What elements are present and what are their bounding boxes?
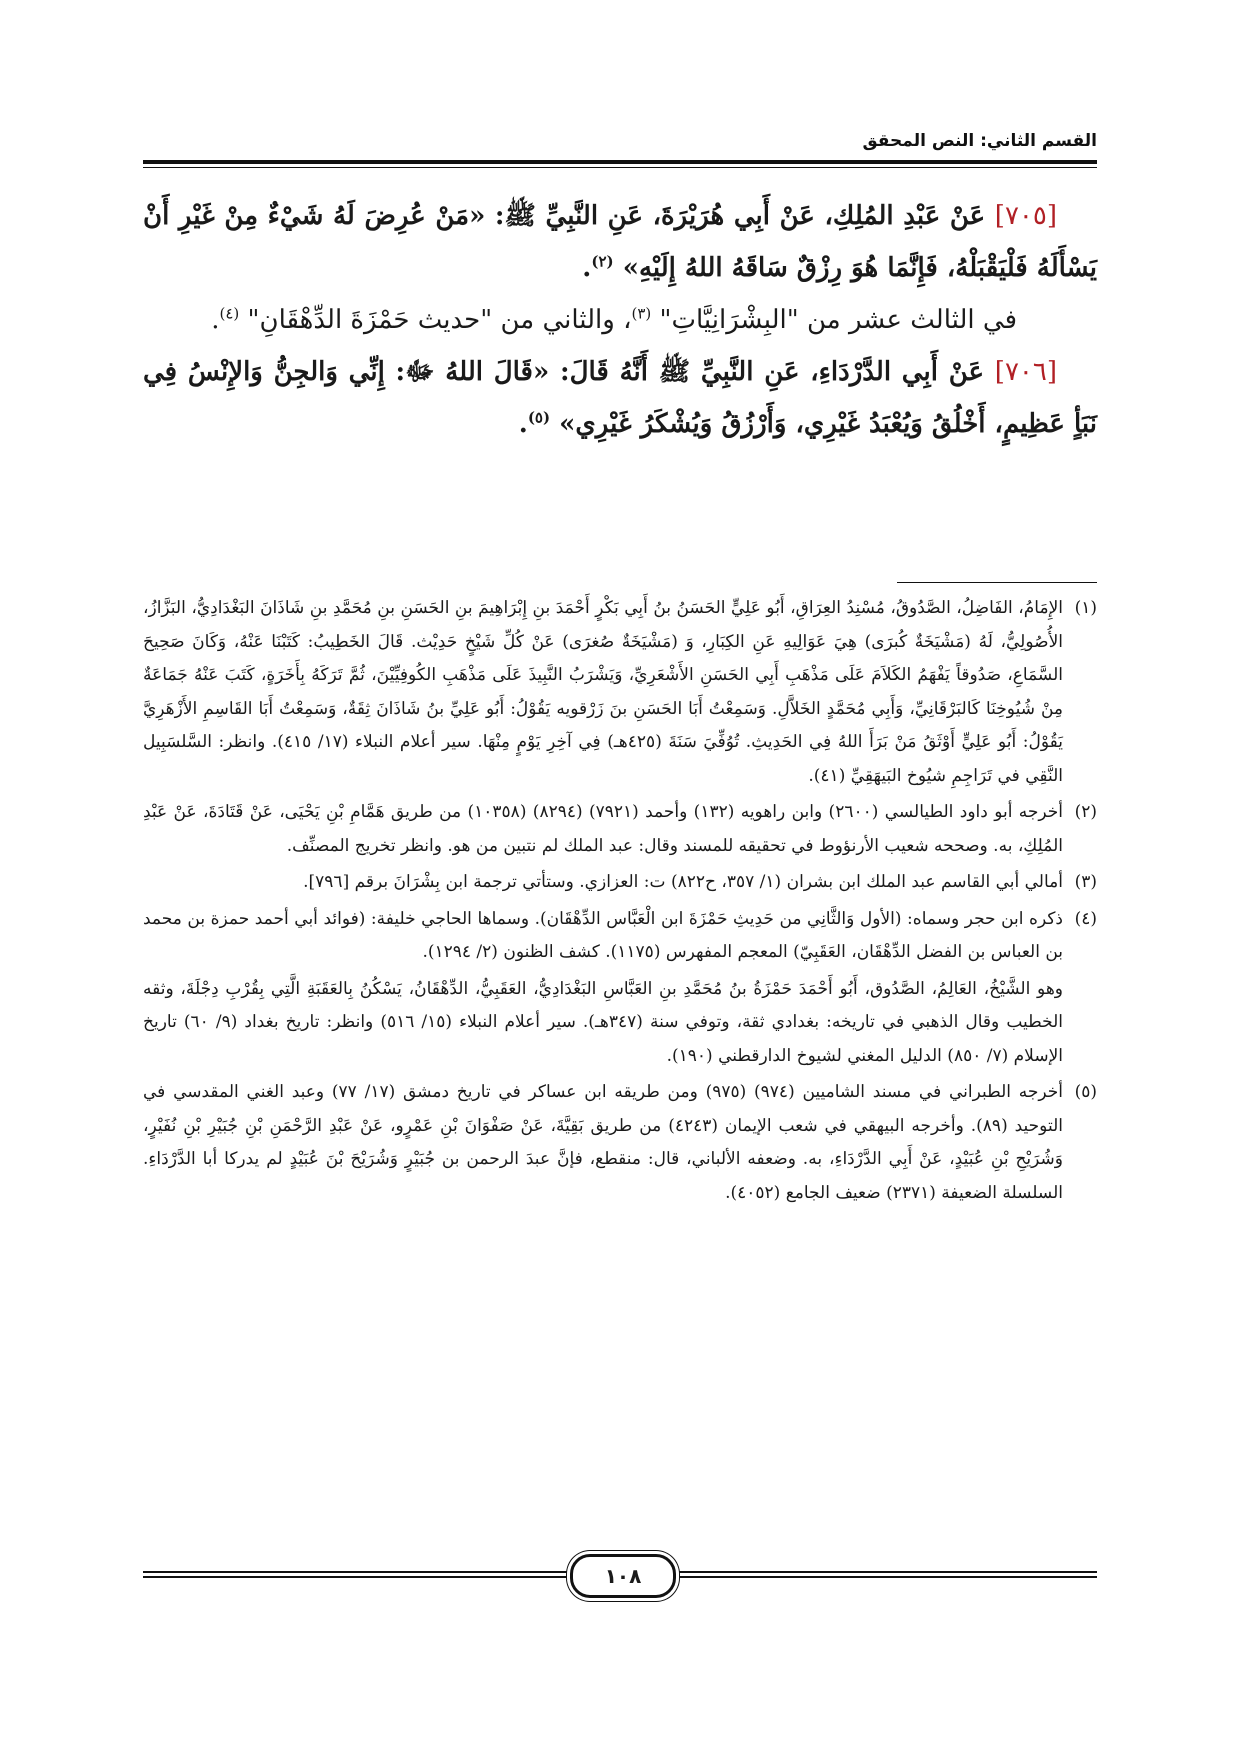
hadith-number: [٧٠٥] xyxy=(994,201,1057,231)
footnote-text: أخرجه الطبراني في مسند الشاميين (٩٧٤) (٩٧٥) ومن طريقه ابن عساكر في تاريخ دمشق (١٧/ ٧٧) وعبد الغني المقدسي في التوحيد (٨٩). وأخرجه البيهقي في شعب الإيمان (٤٢٤٣) من طريق بَقِيَّةَ، عَنْ صَفْوَانَ بْنِ عَمْرٍو، عَنْ عَبْدِ الرَّحْمَنِ بْنِ جُبَيْرِ بْنِ نُفَيْرٍ، وَشُرَيْحِ بْنِ عُبَيْدٍ، عَنْ أَبِي الدَّرْدَاءِ، به. وضعفه الألباني، قال: منقطع، فإنَّ عبدَ الرحمن بن جُبَيْرٍ وَشُرَيْحَ بْنَ عُبَيْدٍ لم يدركا أبا الدَّرْدَاءِ. السلسلة الضعيفة (٢٣٧١) ضعيف الجامع (٤٠٥٢). xyxy=(143,1082,1063,1203)
running-header: القسم الثاني: النص المحقق xyxy=(862,131,1097,151)
source-end: . xyxy=(211,305,220,335)
footnote-ref: (٥) xyxy=(527,408,551,427)
footnote-text: الإِمَامُ، الفَاضِلُ، الصَّدُوقُ، مُسْنِدُ العِرَاقِ، أَبُو عَلِيٍّ الحَسَنُ بنُ أَبِي بَكْرٍ أَحْمَدَ بنِ إِبْرَاهِيمَ بنِ الحَسَنِ بنِ مُحَمَّدِ بنِ شَاذَانَ البَغْدَادِيُّ، البَزَّازُ، الأُصُولِيُّ، لَهُ (مَشْيَخَةٌ كُبرَى) هِيَ عَوَالِيهِ عَنِ الكِبَارِ، وَ (مَشْيَخَةٌ صُغرَى) عَنْ كُلِّ شَيْخٍ حَدِيْث. قَالَ الخَطِيبُ: كَتَبْنَا عَنْهُ، وَكَانَ صَحِيحَ السَّمَاعِ، صَدُوقاً يَفْهَمُ الكَلاَمَ عَلَى مَذْهَبِ أَبِي الحَسَنِ الأَشْعَرِيِّ، وَيَشْرَبُ النَّبِيذَ عَلَى مَذْهَبِ الكُوفِيِّيْنَ، ثُمَّ تَرَكَهُ بِأَخَرَةٍ، كَتَبَ عَنْهُ جَمَاعَةٌ مِنْ شُيُوخِنَا كَالبَرْقَانِيِّ، وَأَبِي مُحَمَّدٍ الخَلاَّلِ. وَسَمِعْتُ أَبَا الحَسَنِ بنَ زَرْقويه يَقُوْلُ: أَبُو عَلِيِّ بنُ شَاذَانَ ثِقَةٌ، وَسَمِعْتُ أَبَا القَاسِمِ الأَزْهَرِيَّ يَقُوْلُ: أَبُو عَلِيٍّ أَوْثَقُ مَنْ بَرَأَ اللهُ فِي الحَدِيثِ. تُوُفِّيَ سَنَةَ (٤٢٥هـ) فِي آخِرِ يَوْمٍ مِنْهَا. سير أعلام النبلاء (١٧/ ٤١٥). وانظر: السَّلسَبِيل النَّقِي في تَرَاجِمِ شيُوخ البَيهَقِيِّ (٤١). xyxy=(143,598,1063,786)
footnote-ref: (٣) xyxy=(631,304,652,323)
source-text-2: ، والثاني من "حديث حَمْزَةَ الدِّهْقَانِ" xyxy=(247,305,632,335)
hadith-end: . xyxy=(582,253,592,283)
source-text-1: في الثالث عشر من "البِشْرَانِيَّاتِ" xyxy=(659,305,1017,335)
footnote-text: ذكره ابن حجر وسماه: (الأول وَالثَّانِي من حَدِيثِ حَمْزَةَ ابن الْعَبَّاس الدِّهْقَان). وسماها الحاجي خليفة: (فوائد أبي أحمد حمزة بن محمد بن العباس بن الفضل الدِّهْقَان، العَقَبِيّ) المعجم المفهرس (١١٧٥). كشف الظنون (٢/ ١٢٩٤). xyxy=(143,908,1063,962)
footnote-text: وهو الشَّيْخُ، العَالِمُ، الصَّدُوق، أَبُو أَحْمَدَ حَمْزَةُ بنُ مُحَمَّدِ بنِ العَبَّاسِ البَغْدَادِيُّ، العَقَبِيُّ، الدِّهْقَانُ، يَسْكُنُ بِالعَقَبَةِ الَّتِي بِقُرْبِ دِجْلَةَ، وثقه الخطيب وقال الذهبي في تاريخه: بغدادي ثقة، وتوفي سنة (٣٤٧هـ). سير أعلام النبلاء (١٥/ ٥١٦) وانظر: تاريخ بغداد (٩/ ٦٠) تاريخ الإسلام (٧/ ٨٥٠) الدليل المغني لشيوخ الدارقطني (١٩٠). xyxy=(143,978,1063,1066)
footnote-4 xyxy=(143,903,1097,970)
footnote-number: (١) xyxy=(1074,598,1097,618)
footnote-number: (٣) xyxy=(1074,872,1097,892)
hadith-text: عَنْ عَبْدِ المُلِكِ، عَنْ أَبِي هُرَيْرَةَ، عَنِ النَّبِيِّ ﷺ: «مَنْ عُرِضَ لَهُ شَيْءٌ مِنْ غَيْرِ أَنْ يَسْأَلَهُ فَلْيَقْبَلْهُ، فَإِنَّمَا هُوَ رِزْقٌ سَاقَهُ اللهُ إِلَيْهِ» xyxy=(143,201,1097,283)
hadith-706 xyxy=(143,346,1097,450)
footnote-number: (٥) xyxy=(1074,1082,1097,1102)
main-text xyxy=(143,190,1097,450)
hadith-number: [٧٠٦] xyxy=(994,357,1057,387)
footnote-ref: (٢) xyxy=(591,252,614,271)
footnote-4-continuation xyxy=(143,973,1097,1074)
footnote-ref: (٤) xyxy=(219,304,240,323)
footnote-text: أخرجه أبو داود الطيالسي (٢٦٠٠) وابن راهويه (١٣٢) وأحمد (٧٩٢١) (٨٢٩٤) (١٠٣٥٨) من طريق هَمَّامِ بْنِ يَحْيَى، عَنْ قَتَادَةَ، عَنْ عَبْدِ المُلِكِ، به. وصححه شعيب الأرنؤوط في تحقيقه للمسند وقال: عبد الملك لم نتبين من هو. وانظر تخريج المصنِّف. xyxy=(143,802,1064,856)
header-rule-thick xyxy=(143,160,1097,164)
source-note xyxy=(143,294,1097,346)
footnote-number: (٤) xyxy=(1074,908,1097,929)
footnote-1 xyxy=(143,592,1097,793)
hadith-text: عَنْ أَبِي الدَّرْدَاءِ، عَنِ النَّبِيِّ ﷺ أَنَّهُ قَالَ: «قَالَ اللهُ ﷻ: إِنِّي وَالجِنُّ وَالإِنْسُ فِي نَبَأٍ عَظِيمٍ، أَخْلُقُ وَيُعْبَدُ غَيْرِي، وَأَرْزُقُ وَيُشْكَرُ غَيْرِي» xyxy=(143,357,1097,439)
footnote-separator xyxy=(897,582,1097,583)
header-rule-thin xyxy=(143,167,1097,168)
page-number: ١٠٨ xyxy=(570,1554,676,1598)
hadith-705 xyxy=(143,190,1097,294)
hadith-end: . xyxy=(518,409,528,439)
footnotes xyxy=(143,592,1097,1213)
footnote-text: أمالي أبي القاسم عبد الملك ابن بشران (١/ ٣٥٧، ح٨٢٢) ت: العزازي. وستأتي ترجمة ابن بِشْرَانَ برقم [٧٩٦]. xyxy=(303,872,1063,892)
footnote-number: (٢) xyxy=(1074,802,1097,822)
footnote-5 xyxy=(143,1076,1097,1210)
footnote-3 xyxy=(143,866,1097,900)
footnote-2 xyxy=(143,796,1097,863)
